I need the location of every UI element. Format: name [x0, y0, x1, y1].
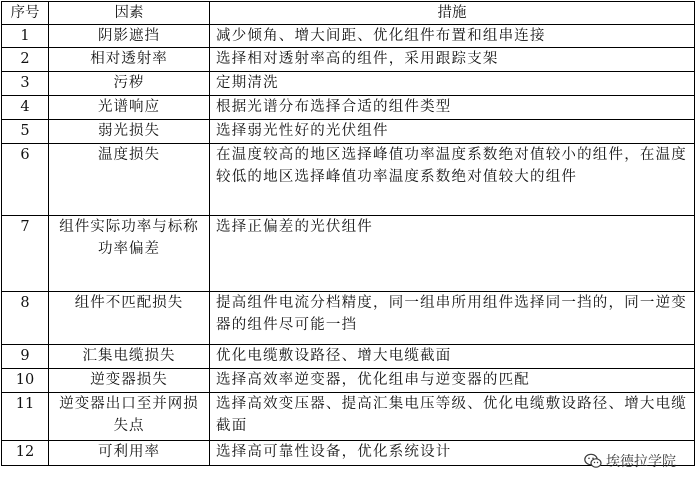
row-factor: 弱光损失 — [49, 120, 210, 144]
row-index: 2 — [2, 48, 49, 72]
row-factor: 光谱响应 — [49, 96, 210, 120]
row-measure: 在温度较高的地区选择峰值功率温度系数绝对值较小的组件，在温度较低的地区选择峰值功率温度系数绝对值较大的组件 — [210, 144, 695, 216]
table-row — [2, 345, 695, 369]
row-factor: 温度损失 — [49, 144, 210, 216]
header-factor: 因素 — [49, 2, 210, 25]
row-measure: 选择正偏差的光伏组件 — [210, 216, 695, 292]
row-measure: 提高组件电流分档精度，同一组串所用组件选择同一挡的，同一逆变器的组件尽可能一挡 — [210, 292, 695, 345]
row-measure: 根据光谱分布选择合适的组件类型 — [210, 96, 695, 120]
row-measure: 选择高效率逆变器，优化组串与逆变器的匹配 — [210, 369, 695, 393]
table-row — [2, 120, 695, 144]
wechat-icon — [584, 453, 602, 469]
row-index: 6 — [2, 144, 49, 216]
table-row — [2, 144, 695, 216]
row-factor: 污秽 — [49, 72, 210, 96]
table-row — [2, 369, 695, 393]
table-row — [2, 72, 695, 96]
table-row — [2, 25, 695, 48]
watermark — [584, 451, 676, 471]
table-row — [2, 48, 695, 72]
table-row — [2, 96, 695, 120]
row-measure: 优化电缆敷设路径、增大电缆截面 — [210, 345, 695, 369]
factors-table — [1, 1, 695, 466]
row-factor: 逆变器损失 — [49, 369, 210, 393]
row-index: 12 — [2, 441, 49, 466]
row-index: 11 — [2, 393, 49, 441]
table-row — [2, 292, 695, 345]
row-index: 3 — [2, 72, 49, 96]
row-index: 8 — [2, 292, 49, 345]
row-factor: 组件不匹配损失 — [49, 292, 210, 345]
row-index: 9 — [2, 345, 49, 369]
row-measure: 定期清洗 — [210, 72, 695, 96]
header-index: 序号 — [2, 2, 49, 25]
row-measure: 选择高效变压器、提高汇集电压等级、优化电缆敷设路径、增大电缆截面 — [210, 393, 695, 441]
table-header-row — [2, 2, 695, 25]
header-measure: 措施 — [210, 2, 695, 25]
row-measure: 选择弱光性好的光伏组件 — [210, 120, 695, 144]
row-factor: 阴影遮挡 — [49, 25, 210, 48]
row-measure: 减少倾角、增大间距、优化组件布置和组串连接 — [210, 25, 695, 48]
row-index: 10 — [2, 369, 49, 393]
row-measure: 选择相对透射率高的组件，采用跟踪支架 — [210, 48, 695, 72]
row-index: 4 — [2, 96, 49, 120]
table-row — [2, 393, 695, 441]
row-measure: 选择高可靠性设备，优化系统设计 — [210, 441, 695, 466]
row-factor: 相对透射率 — [49, 48, 210, 72]
row-index: 5 — [2, 120, 49, 144]
row-index: 7 — [2, 216, 49, 292]
row-factor: 可利用率 — [49, 441, 210, 466]
table-row — [2, 216, 695, 292]
row-factor: 组件实际功率与标称功率偏差 — [49, 216, 210, 292]
row-index: 1 — [2, 25, 49, 48]
watermark-text: 埃德拉学院 — [606, 454, 676, 470]
row-factor: 汇集电缆损失 — [49, 345, 210, 369]
row-factor: 逆变器出口至并网损失点 — [49, 393, 210, 441]
